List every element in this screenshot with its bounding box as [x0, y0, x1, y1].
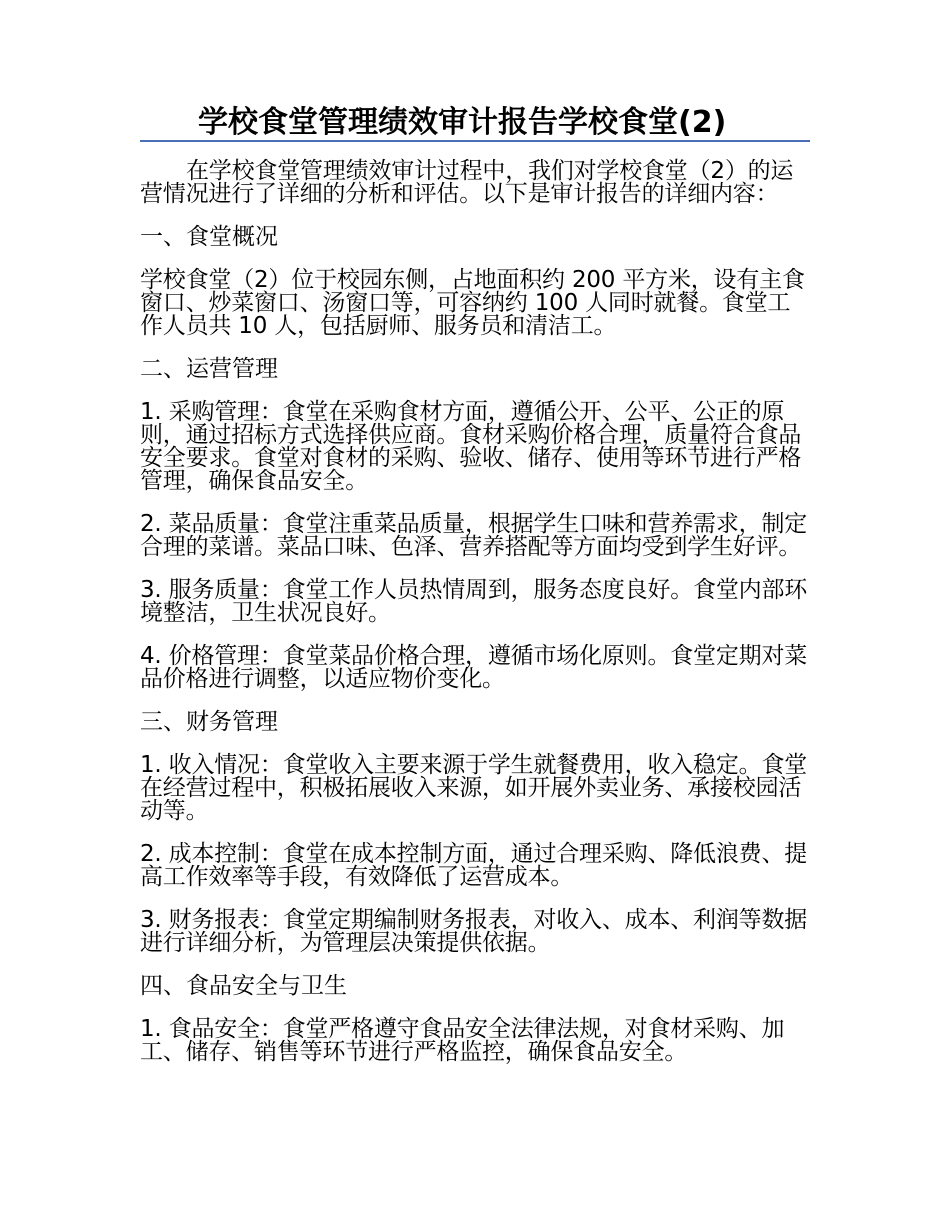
section-heading-overview: 一、食堂概况 [140, 224, 278, 250]
finance-paragraph-income: 1. 收入情况：食堂收入主要来源于学生就餐费用，收入稳定。食堂在经营过程中，积极拓展收入来源，如开展外卖业务、承接校园活动等。 [140, 752, 808, 824]
finance-paragraph-cost-control: 2. 成本控制：食堂在成本控制方面，通过合理采购、降低浪费、提高工作效率等手段，有效降低了运营成本。 [140, 841, 808, 890]
food-safety-paragraph: 1. 食品安全：食堂严格遵守食品安全法律法规，对食材采购、加工、储存、销售等环节进行严格监控，确保食品安全。 [140, 1016, 785, 1065]
document-title: 学校食堂管理绩效审计报告学校食堂(2) [198, 105, 727, 140]
section-heading-food-safety: 四、食品安全与卫生 [140, 973, 347, 999]
operations-paragraph-procurement: 1. 采购管理：食堂在采购食材方面，遵循公开、公平、公正的原则，通过招标方式选择供应商。食材采购价格合理，质量符合食品安全要求。食堂对食材的采购、验收、储存、使用等环节进行严格管理，确保食品安全。 [140, 399, 802, 494]
overview-paragraph: 学校食堂（2）位于校园东侧，占地面积约 200 平方米，设有主食窗口、炒菜窗口、汤窗口等，可容纳约 100 人同时就餐。食堂工作人员共 10 人，包括厨师、服务员和清洁工。 [140, 267, 805, 339]
section-heading-operations: 二、运营管理 [140, 356, 278, 382]
section-heading-finance: 三、财务管理 [140, 709, 278, 735]
operations-paragraph-dish-quality: 2. 菜品质量：食堂注重菜品质量，根据学生口味和营养需求，制定合理的菜谱。菜品口味、色泽、营养搭配等方面均受到学生好评。 [140, 511, 808, 560]
title-underline [140, 140, 810, 142]
document-body [140, 160, 812, 1084]
operations-paragraph-service-quality: 3. 服务质量：食堂工作人员热情周到，服务态度良好。食堂内部环境整洁，卫生状况良好。 [140, 577, 808, 626]
title-block [140, 100, 810, 142]
operations-paragraph-pricing: 4. 价格管理：食堂菜品价格合理，遵循市场化原则。食堂定期对菜品价格进行调整，以适应物价变化。 [140, 643, 808, 692]
intro-paragraph: 在学校食堂管理绩效审计过程中，我们对学校食堂（2）的运营情况进行了详细的分析和评估。以下是审计报告的详细内容： [140, 158, 794, 207]
finance-paragraph-reports: 3. 财务报表：食堂定期编制财务报表，对收入、成本、利润等数据进行详细分析，为管理层决策提供依据。 [140, 907, 808, 956]
